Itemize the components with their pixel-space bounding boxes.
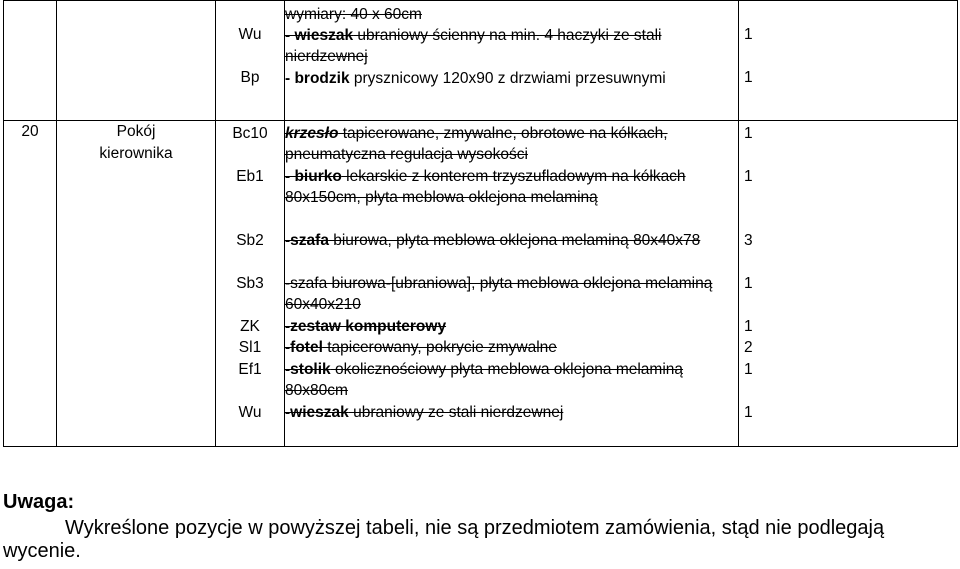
item-quantity: 1 [744,168,753,185]
description-text: wymiary: 40 x 60cm [285,6,422,23]
description-text: tapicerowany, pokrycie zmywalne [322,339,557,356]
item-code: Sl1 [238,339,262,356]
item-description [285,316,734,337]
description-text: -szafa biurowa-[ubraniowa], płyta meblowa oklejona melaminą 60x40x210 [285,275,713,313]
item-quantity: 1 [744,404,753,421]
description-cell [285,121,739,447]
item-code: ZK [240,318,260,335]
item-quantity: 1 [744,125,753,142]
item-quantity: 1 [744,69,753,86]
item-name: -zestaw komputerowy [285,318,447,335]
item-code: Sb2 [236,232,264,249]
item-description [285,123,734,165]
item-name: -wieszak [285,404,349,421]
description-text: ubraniowy ze stali nierdzewnej [348,404,564,421]
item-description [285,359,734,401]
description-text: prysznicowy 120x90 z drzwiami przesuwnymi [349,70,666,87]
item-name: - biurko [285,168,342,185]
item-description [285,273,734,315]
item-name: - wieszak [285,27,354,44]
item-quantity: 2 [744,339,753,356]
item-name: krzesło [285,125,339,142]
quantity-cell [739,121,958,447]
item-description [285,166,734,208]
item-code: Wu [238,26,262,43]
item-description [285,230,734,251]
item-name: -szafa [285,232,329,249]
item-name: -fotel [285,339,323,356]
furniture-table [3,0,958,447]
item-description [285,4,734,25]
item-description [285,337,734,358]
number-cell [4,121,57,447]
item-name: -stolik [285,361,331,378]
item-quantity: 1 [744,361,753,378]
quantity-cell [739,1,958,121]
item-code: Sb3 [236,275,264,292]
row-number: 20 [21,123,39,140]
item-code: Bc10 [232,125,268,142]
description-text: okolicznościowy płyta meblowa oklejona melaminą 80x80cm [285,361,684,399]
table-row [4,1,958,121]
room-cell [57,1,216,121]
item-code: Wu [238,404,262,421]
code-cell [216,121,285,447]
item-quantity: 1 [744,318,753,335]
item-name: - brodzik [285,70,350,87]
description-text: biurowa, płyta meblowa oklejona melaminą 80x40x78 [328,232,701,249]
description-text: lekarskie z konterem trzyszufladowym na kółkach 80x150cm, płyta meblowa oklejona melaminą [285,168,686,206]
room-name: Pokój kierownika [99,123,173,162]
item-quantity: 1 [744,26,753,43]
item-quantity: 3 [744,232,753,249]
note-body: Wykreślone pozycje w powyższej tabeli, nie są przedmiotem zamówienia, stąd nie podlegają wycenie. [3,517,885,562]
number-cell [4,1,57,121]
item-description [285,402,734,423]
note-title: Uwaga: [3,491,75,513]
item-code: Bp [240,69,260,86]
item-quantity: 1 [744,275,753,292]
description-text: ubraniowy ścienny na min. 4 haczyki ze stali nierdzewnej [285,27,662,65]
description-text: tapicerowane, zmywalne, obrotowe na kółkach, pneumatyczna regulacja wysokości [285,125,668,163]
note-text [3,517,958,563]
item-code: Eb1 [236,168,264,185]
item-code: Ef1 [238,361,262,378]
item-description [285,68,734,89]
table-row [4,121,958,447]
item-description [285,25,734,67]
description-cell [285,1,739,121]
code-cell [216,1,285,121]
room-cell [57,121,216,447]
